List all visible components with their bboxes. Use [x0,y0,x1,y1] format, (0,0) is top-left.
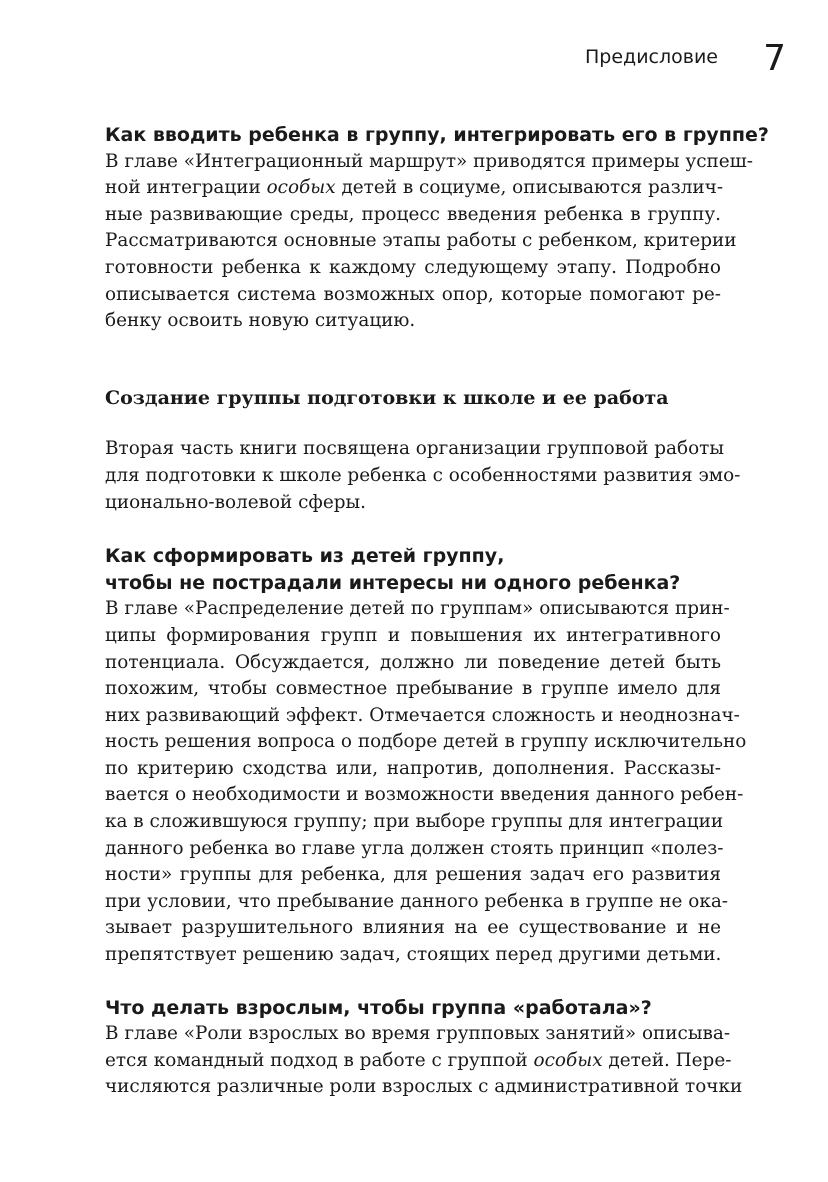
text-line: В главе «Интеграционный маршрут» приводятся примеры успеш- [105,150,753,172]
text-line: потенциала. Обсуждается, должно ли поведение детей быть [105,651,721,673]
text-line: ности» группы для ребенка, для решения задач его развития [105,864,721,886]
question-heading-1: Как вводить ребенка в группу, интегрировать его в группе? [105,124,769,146]
text-line: по критерию сходства или, напротив, дополнения. Рассказы- [105,757,721,779]
text-line: ные развивающие среды, процесс введения ребенка в группу. [105,203,721,225]
text-line: Рассматриваются основные этапы работы с ребенком, критерии [105,230,737,252]
page-number: 7 [763,38,786,79]
text-line: числяются различные роли взрослых с административной точки [105,1076,743,1098]
text-line: В главе «Распределение детей по группам» описываются прин- [105,598,730,620]
text-line: ка в сложившуюся группу; при выборе группы для интеграции [105,811,724,833]
text-line: ность решения вопроса о подборе детей в группу исключительно [105,731,747,753]
page-content [105,122,769,1101]
text-line: описывается система возможных опор, которые помогают ре- [105,283,721,305]
text-line: препятствует решению задач, стоящих перед другими детьми. [105,944,722,966]
text-line: при условии, что пребывание данного ребенка в группе не ока- [105,890,729,912]
paragraph-1 [105,149,753,335]
text-line: ционально-волевой сферы. [105,491,366,513]
text-line: них развивающий эффект. Отмечается сложность и неоднознач- [105,704,740,726]
text-line: В главе «Роли взрослых во время групповых занятий» описыва- [105,1023,731,1045]
paragraph-4 [105,1021,743,1101]
text-line: похожим, чтобы совместное пребывание в группе имело для [105,678,721,700]
text-line: Вторая часть книги посвящена организации групповой работы [105,438,724,460]
text-line: ной интеграции особых детей в социуме, описываются различ- [105,177,724,199]
text-line: ципы формирования групп и повышения их интегративного [105,624,721,646]
paragraph-2 [105,436,741,516]
text-line: для подготовки к школе ребенка с особенностями развития эмо- [105,464,741,486]
text-line: вается о необходимости и возможности введения данного ребен- [105,784,744,806]
heading-line: Как сформировать из детей группу, [105,545,505,568]
running-header: Предисловие [585,46,718,68]
text-line: бенку освоить новую ситуацию. [105,310,416,332]
section-heading: Создание группы подготовки к школе и ее работа [105,386,669,409]
text-line: зывает разрушительного влияния на ее существование и не [105,917,721,939]
question-heading-3: Что делать взрослым, чтобы группа «работала»? [105,996,652,1019]
paragraph-3 [105,596,747,968]
heading-line: чтобы не пострадали интересы ни одного ребенка? [105,571,681,594]
text-line: данного ребенка во главе угла должен стоять принцип «полез- [105,837,724,859]
text-line: готовности ребенка к каждому следующему этапу. Подробно [105,256,721,278]
question-heading-2 [105,543,721,596]
text-line: ется командный подход в работе с группой особых детей. Пере- [105,1049,732,1071]
